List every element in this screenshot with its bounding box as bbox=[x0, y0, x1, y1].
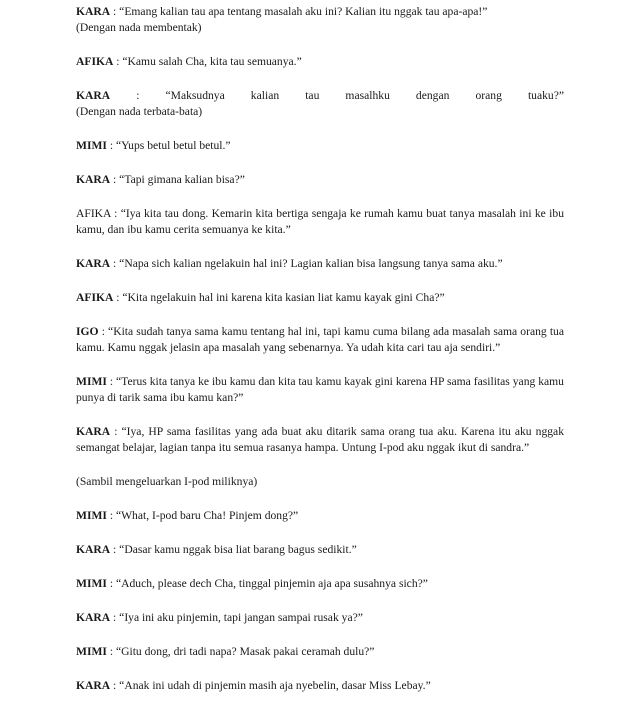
dialogue-text: “Dasar kamu nggak bisa liat barang bagus sedikit.” bbox=[119, 543, 357, 556]
dialogue-mimi-4 bbox=[76, 576, 564, 592]
stage-direction: (Dengan nada membentak) bbox=[76, 21, 202, 34]
dialogue-afika-2 bbox=[76, 206, 564, 238]
speaker-name: KARA bbox=[76, 257, 111, 270]
speaker-name: KARA bbox=[76, 611, 111, 624]
separator: : bbox=[110, 611, 120, 624]
dialogue-afika-1 bbox=[76, 54, 564, 70]
separator: : bbox=[110, 679, 120, 692]
speaker-name: MIMI bbox=[76, 509, 107, 522]
dialogue-text: “Tapi gimana kalian bisa?” bbox=[119, 173, 245, 186]
separator: : bbox=[110, 173, 120, 186]
dialogue-mimi-5 bbox=[76, 644, 564, 660]
speaker-name: KARA bbox=[76, 173, 111, 186]
dialogue-text: “Iya kita tau dong. Kemarin kita bertiga sengaja ke rumah kamu buat tanya masalah ini ke ibu kamu, dan ibu kamu cerita semuanya ke kita.” bbox=[76, 207, 564, 236]
dialogue-text: “Kita sudah tanya sama kamu tentang hal ini, tapi kamu cuma bilang ada masalah sama orang tua kamu. Kamu nggak jelasin apa masalah yang sebenarnya. Ya udah kita cari tau aja sendiri.” bbox=[76, 325, 564, 354]
separator: : bbox=[110, 89, 166, 102]
dialogue-afika-3 bbox=[76, 290, 564, 306]
speaker-name: IGO bbox=[76, 325, 99, 338]
dialogue-igo-1 bbox=[76, 324, 564, 356]
separator: : bbox=[106, 645, 116, 658]
separator: : bbox=[113, 291, 123, 304]
dialogue-text: “Napa sich kalian ngelakuin hal ini? Lagian kalian bisa langsung tanya sama aku.” bbox=[119, 257, 503, 270]
dialogue-text: “Emang kalian tau apa tentang masalah aku ini? Kalian itu nggak tau apa-apa!” bbox=[119, 5, 488, 18]
dialogue-kara-7 bbox=[76, 610, 564, 626]
dialogue-text: “What, I-pod baru Cha! Pinjem dong?” bbox=[115, 509, 299, 522]
speaker-name: AFIKA bbox=[76, 291, 114, 304]
dialogue-text: “Kamu salah Cha, kita tau semuanya.” bbox=[122, 55, 302, 68]
dialogue-kara-2 bbox=[76, 88, 564, 120]
dialogue-text: “Gitu dong, dri tadi napa? Masak pakai ceramah dulu?” bbox=[115, 645, 375, 658]
separator: : bbox=[106, 139, 116, 152]
dialogue-kara-1 bbox=[76, 4, 564, 36]
speaker-name: KARA bbox=[76, 5, 111, 18]
dialogue-mimi-2 bbox=[76, 374, 564, 406]
speaker-name: MIMI bbox=[76, 577, 107, 590]
separator: : bbox=[110, 257, 120, 270]
speaker-name: MIMI bbox=[76, 645, 107, 658]
separator: : bbox=[110, 5, 120, 18]
dialogue-mimi-1 bbox=[76, 138, 564, 154]
dialogue-mimi-3 bbox=[76, 508, 564, 524]
dialogue-kara-4 bbox=[76, 256, 564, 272]
speaker-name: KARA bbox=[76, 89, 111, 102]
stage-direction-block bbox=[76, 474, 564, 490]
dialogue-text: “Terus kita tanya ke ibu kamu dan kita tau kamu kayak gini karena HP sama fasilitas yang kamu punya di tarik sama ibu kamu kan?” bbox=[76, 375, 564, 404]
dialogue-kara-8 bbox=[76, 678, 564, 694]
dialogue-text: “Yups betul betul betul.” bbox=[115, 139, 231, 152]
dialogue-kara-3 bbox=[76, 172, 564, 188]
speaker-name: KARA bbox=[76, 679, 111, 692]
speaker-name: AFIKA bbox=[76, 207, 111, 220]
dialogue-kara-5 bbox=[76, 424, 564, 456]
dialogue-kara-6 bbox=[76, 542, 564, 558]
dialogue-text: “Maksudnya kalian tau masalhku dengan orang tuaku?” bbox=[165, 89, 564, 102]
stage-direction: (Sambil mengeluarkan I-pod miliknya) bbox=[76, 475, 258, 488]
separator: : bbox=[110, 543, 120, 556]
speaker-name: AFIKA bbox=[76, 55, 114, 68]
speaker-name: KARA bbox=[76, 543, 111, 556]
dialogue-text: “Iya ini aku pinjemin, tapi jangan sampai rusak ya?” bbox=[119, 611, 363, 624]
script-page bbox=[76, 0, 564, 712]
separator: : bbox=[113, 55, 123, 68]
dialogue-text: “Anak ini udah di pinjemin masih aja nyebelin, dasar Miss Lebay.” bbox=[119, 679, 431, 692]
separator: : bbox=[106, 509, 116, 522]
separator: : bbox=[110, 207, 121, 220]
dialogue-text: “Aduch, please dech Cha, tinggal pinjemin aja apa susahnya sich?” bbox=[115, 577, 428, 590]
dialogue-text: “Iya, HP sama fasilitas yang ada buat aku ditarik sama orang tua aku. Karena itu aku nggak semangat belajar, lagian tanpa itu semua rasanya hampa. Untung I-pod aku nggak ikut di sandra.” bbox=[76, 425, 564, 454]
speaker-name: MIMI bbox=[76, 375, 107, 388]
speaker-name: KARA bbox=[76, 425, 111, 438]
stage-direction: (Dengan nada terbata-bata) bbox=[76, 105, 203, 118]
separator: : bbox=[106, 375, 117, 388]
separator: : bbox=[106, 577, 116, 590]
dialogue-first-line bbox=[76, 88, 564, 104]
separator: : bbox=[98, 325, 109, 338]
speaker-name: MIMI bbox=[76, 139, 107, 152]
separator: : bbox=[110, 425, 122, 438]
dialogue-text: “Kita ngelakuin hal ini karena kita kasian liat kamu kayak gini Cha?” bbox=[122, 291, 445, 304]
